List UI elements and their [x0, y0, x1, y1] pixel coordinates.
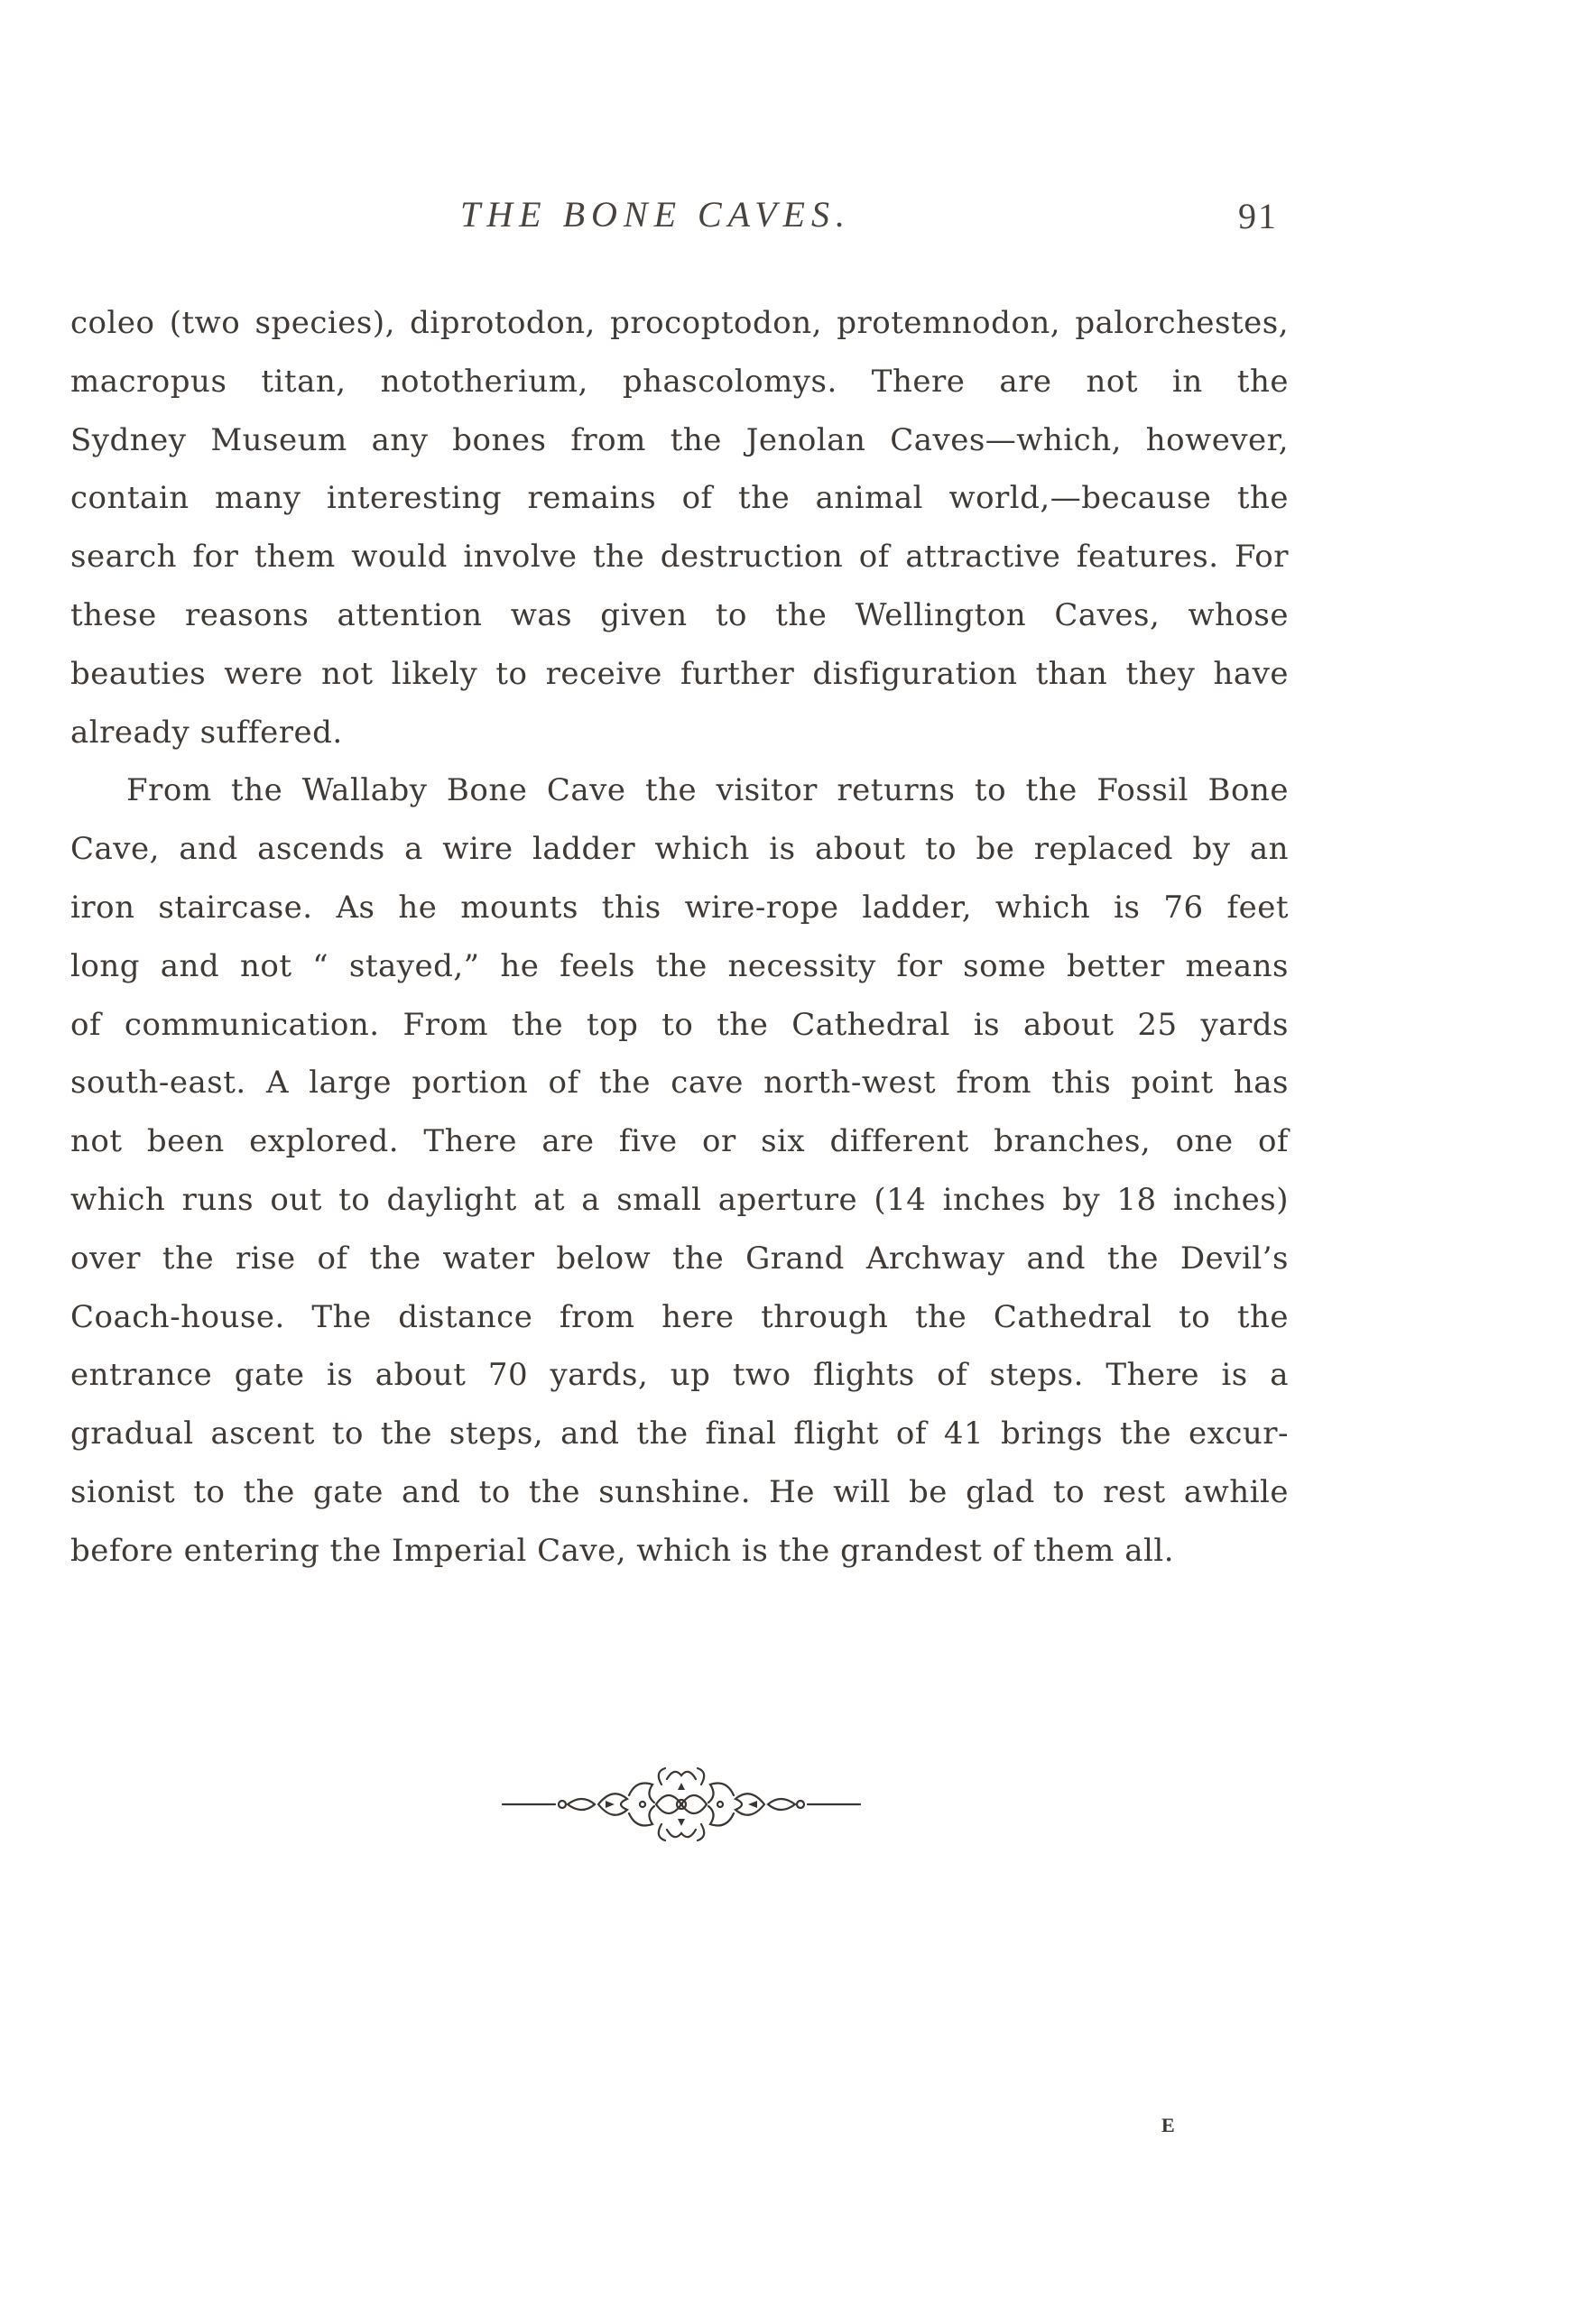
text-line: which runs out to daylight at a small aperture (14 inches by 18 inches) [70, 1181, 1289, 1218]
page-number: 91 [1238, 196, 1278, 236]
text-line: entrance gate is about 70 yards, up two flights of steps. There is a [70, 1357, 1289, 1394]
text-line: search for them would involve the destruction of attractive features. For [70, 539, 1289, 576]
text-line: before entering the Imperial Cave, which is the grandest of them all. [70, 1532, 1175, 1569]
text-line: sionist to the gate and to the sunshine. He will be glad to rest awhile [70, 1473, 1289, 1510]
decorative-ornament-icon [501, 1759, 862, 1849]
text-line: From the Wallaby Bone Cave the visitor returns to the Fossil Bone [126, 772, 1289, 809]
body-text [70, 294, 1289, 1581]
text-line: south-east. A large portion of the cave north-west from this point has [70, 1065, 1289, 1102]
text-line: already suffered. [70, 714, 343, 751]
text-line: Cave, and ascends a wire ladder which is about to be replaced by an [70, 831, 1289, 868]
text-line: over the rise of the water below the Grand Archway and the Devil’s [70, 1240, 1289, 1277]
text-line: gradual ascent to the steps, and the final flight of 41 brings the excur- [70, 1416, 1289, 1452]
running-title: THE BONE CAVES. [460, 194, 851, 235]
text-line: beauties were not likely to receive further disfiguration than they have [70, 655, 1289, 692]
running-head [0, 193, 1591, 238]
text-line: iron staircase. As he mounts this wire-rope ladder, which is 76 feet [70, 889, 1289, 926]
text-line: macropus titan, nototherium, phascolomys. There are not in the [70, 363, 1289, 400]
text-line: Coach-house. The distance from here through the Cathedral to the [70, 1298, 1289, 1335]
text-line: Sydney Museum any bones from the Jenolan Caves—which, however, [70, 421, 1289, 458]
text-line: long and not “ stayed,” he feels the necessity for some better means [70, 947, 1289, 984]
text-line: not been explored. There are five or six different branches, one of [70, 1123, 1289, 1160]
text-line: contain many interesting remains of the animal world,—because the [70, 480, 1289, 517]
signature-mark: E [1161, 2114, 1175, 2136]
text-line: of communication. From the top to the Cathedral is about 25 yards [70, 1006, 1289, 1043]
text-line: these reasons attention was given to the Wellington Caves, whose [70, 596, 1289, 633]
text-line: coleo (two species), diprotodon, procoptodon, protemnodon, palorchestes, [70, 305, 1289, 341]
